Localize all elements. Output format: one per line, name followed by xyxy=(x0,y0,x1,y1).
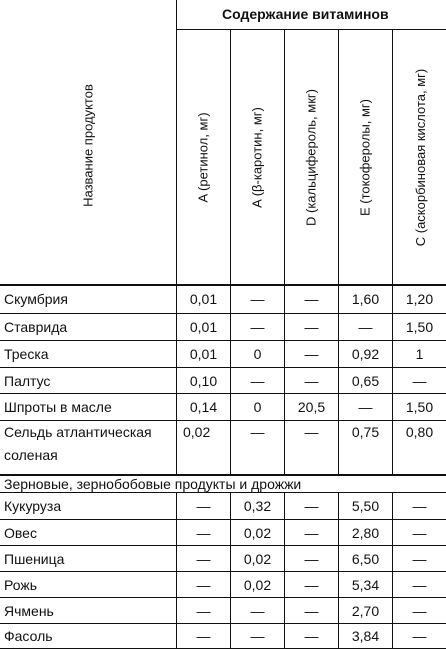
column-header-a-carotene: A (β-каротин, мг) xyxy=(249,107,265,208)
col-divider-2 xyxy=(284,29,285,285)
product-name-line1: Сельдь атлантическая xyxy=(4,424,152,440)
product-name: Скумбрия xyxy=(4,291,68,307)
column-header-c: C (аскорбиновая кислота, мг) xyxy=(413,68,428,247)
value-cell: 1 xyxy=(415,346,424,362)
product-name: Шпроты в масле xyxy=(4,399,112,415)
value-cell: — xyxy=(304,602,319,619)
value-cell: — xyxy=(412,628,427,644)
value-cell: 5,34 xyxy=(351,576,380,593)
product-name: Овес xyxy=(4,524,37,541)
product-name-line2: соленая xyxy=(4,447,58,463)
section-title: Зерновые, зернобобовые продукты и дрожжи xyxy=(4,476,302,492)
value-cell: 0,32 xyxy=(243,498,272,514)
value-cell: — xyxy=(304,319,319,335)
value-cell: — xyxy=(250,319,265,335)
value-cell: — xyxy=(304,524,319,541)
value-cell: — xyxy=(196,550,211,567)
value-cell: — xyxy=(412,498,427,514)
value-cell: — xyxy=(250,628,265,644)
value-cell: — xyxy=(304,424,319,440)
value-cell: — xyxy=(358,399,373,415)
value-cell: 0,14 xyxy=(189,399,218,415)
value-cell: 1,20 xyxy=(405,291,434,307)
value-cell: — xyxy=(250,424,265,440)
value-cell: 20,5 xyxy=(297,399,326,415)
value-cell: — xyxy=(196,628,211,644)
value-cell: 0,01 xyxy=(189,319,218,335)
value-cell: 0,02 xyxy=(243,576,272,593)
value-cell: 1,50 xyxy=(405,399,434,415)
product-name: Ячмень xyxy=(4,602,54,619)
value-cell: 3,84 xyxy=(351,628,380,644)
value-cell: 0,02 xyxy=(243,524,272,541)
value-cell: 0,02 xyxy=(183,424,211,440)
value-cell: — xyxy=(304,576,319,593)
header-top-rule xyxy=(176,29,446,30)
column-header-a-retinol: A (ретинол, мг) xyxy=(195,112,211,203)
value-cell: 0,92 xyxy=(351,346,380,362)
value-cell: — xyxy=(412,576,427,593)
product-column-header: Название продуктов xyxy=(80,84,96,207)
product-name: Рожь xyxy=(4,576,38,593)
col-divider-3 xyxy=(338,29,339,285)
product-name: Ставрида xyxy=(4,319,68,335)
value-cell: 0 xyxy=(253,346,262,362)
value-cell: — xyxy=(250,291,265,307)
value-cell: 0,65 xyxy=(351,372,380,389)
value-cell: — xyxy=(250,372,265,389)
value-cell: — xyxy=(304,372,319,389)
col-divider-4 xyxy=(392,29,393,285)
value-cell: 0,10 xyxy=(189,372,218,389)
product-name: Треска xyxy=(4,346,49,362)
value-cell: — xyxy=(304,291,319,307)
value-cell: 1,60 xyxy=(351,291,380,307)
product-name: Фасоль xyxy=(4,628,53,644)
value-cell: — xyxy=(304,346,319,362)
value-cell: 1,50 xyxy=(405,319,434,335)
value-cell: 2,70 xyxy=(351,602,380,619)
value-cell: — xyxy=(358,319,373,335)
value-cell: — xyxy=(304,550,319,567)
value-cell: 2,80 xyxy=(351,524,380,541)
product-name: Палтус xyxy=(4,372,51,389)
value-cell: 5,50 xyxy=(351,498,380,514)
value-cell: 0,01 xyxy=(189,346,218,362)
value-cell: — xyxy=(412,372,427,389)
value-cell: — xyxy=(304,498,319,514)
value-cell: 0,02 xyxy=(243,550,272,567)
value-cell: — xyxy=(412,550,427,567)
value-cell: — xyxy=(196,576,211,593)
value-cell: 0,80 xyxy=(405,424,434,440)
value-cell: — xyxy=(196,498,211,514)
value-cell: 0,01 xyxy=(189,291,218,307)
column-header-e: E (токоферолы, мг) xyxy=(357,99,373,216)
value-cell: — xyxy=(412,524,427,541)
value-cell: — xyxy=(412,602,427,619)
value-cell: — xyxy=(250,602,265,619)
column-header-d: D (кальцифероль, мкг) xyxy=(303,89,319,226)
col-divider-1 xyxy=(230,29,231,285)
value-cell: 0 xyxy=(253,399,262,415)
value-cell: — xyxy=(196,602,211,619)
vitamins-title: Содержание витаминов xyxy=(222,6,389,22)
value-cell: — xyxy=(196,524,211,541)
value-cell: — xyxy=(304,628,319,644)
product-name: Пшеница xyxy=(4,550,65,567)
product-name: Кукуруза xyxy=(4,498,62,514)
value-cell: 6,50 xyxy=(351,550,380,567)
value-cell: 0,75 xyxy=(351,424,380,440)
